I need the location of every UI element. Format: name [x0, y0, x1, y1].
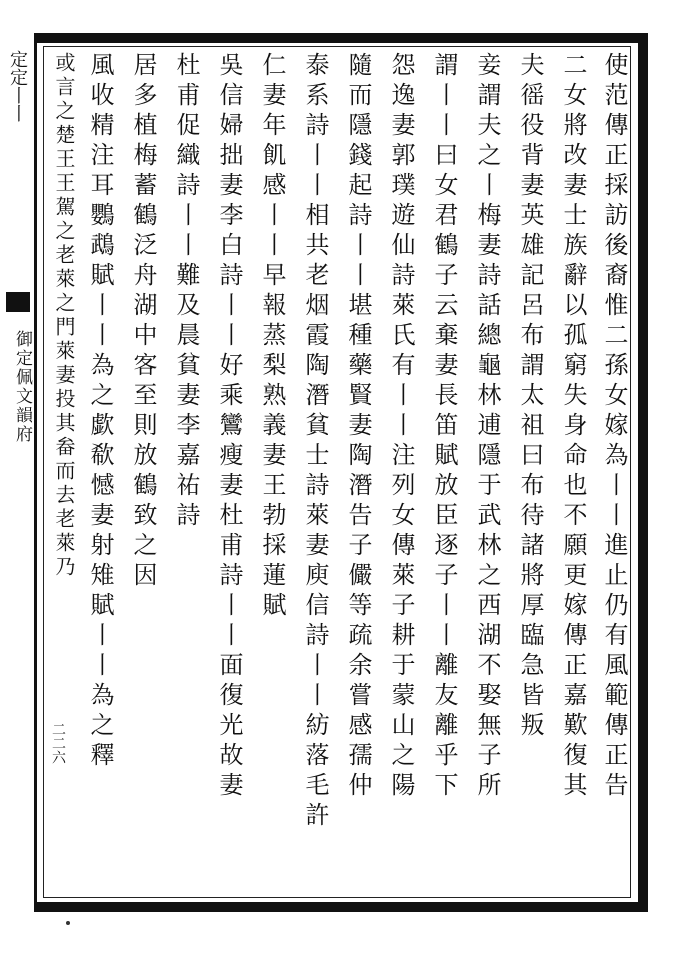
frame-left-border: [34, 33, 37, 912]
text-column-4: 妾謂夫之丨梅妻詩話總龜林逋隱于武林之西湖不娶無子所: [473, 52, 501, 802]
margin-fragment: 定定丨丨: [7, 50, 28, 122]
frame-right-border: [638, 33, 648, 912]
text-column-1: 使范傳正採訪後裔惟二孫女嫁為丨丨進止仍有風範傳正告: [600, 52, 628, 802]
text-column-13: 風收精注耳鸚鵡賦丨丨為之歔欷憾妻射雉賦丨丨為之釋: [86, 52, 114, 772]
text-column-8: 泰系詩丨丨相共老烟霞陶潛貧士詩萊妻庾信詩丨丨紡落毛許: [301, 52, 329, 832]
folio-title: 御定佩文韻府: [12, 330, 32, 444]
text-column-14: 或言之楚王王駕之老萊之門萊妻投其畚而去老萊乃: [52, 52, 76, 580]
text-column-3: 夫徭役背妻英雄記呂布謂太祖曰布待諸將厚臨急皆叛: [516, 52, 544, 742]
frame-top-border: [34, 33, 648, 43]
frame-bottom-border: [34, 902, 648, 912]
fishtail-mark: [6, 292, 30, 312]
text-column-5: 謂丨丨曰女君鶴子云棄妻長笛賦放臣逐子丨丨離友離乎下: [430, 52, 458, 802]
text-column-9: 仁妻年飢感丨丨早報蒸梨熟義妻王勃採蓮賦: [258, 52, 286, 622]
page-number: 二二六: [50, 722, 66, 764]
text-column-2: 二女將改妻士族辭以孤窮失身命也不願更嫁傳正嘉歎復其: [559, 52, 587, 802]
text-column-7: 隨而隱錢起詩丨丨堪種藥賢妻陶潛告子儼等疏余嘗感孺仲: [344, 52, 372, 802]
text-column-12: 居多植梅蓄鶴泛舟湖中客至則放鶴致之因: [129, 52, 157, 592]
text-column-11: 杜甫促織詩丨丨難及晨貧妻李嘉祐詩: [172, 52, 200, 532]
text-column-6: 怨逸妻郭璞遊仙詩萊氏有丨丨注列女傳萊子耕于蒙山之陽: [387, 52, 415, 802]
ink-speck: [66, 921, 70, 925]
text-column-10: 吳信婦拙妻李白詩丨丨好乘鸞瘦妻杜甫詩丨丨面復光故妻: [215, 52, 243, 802]
